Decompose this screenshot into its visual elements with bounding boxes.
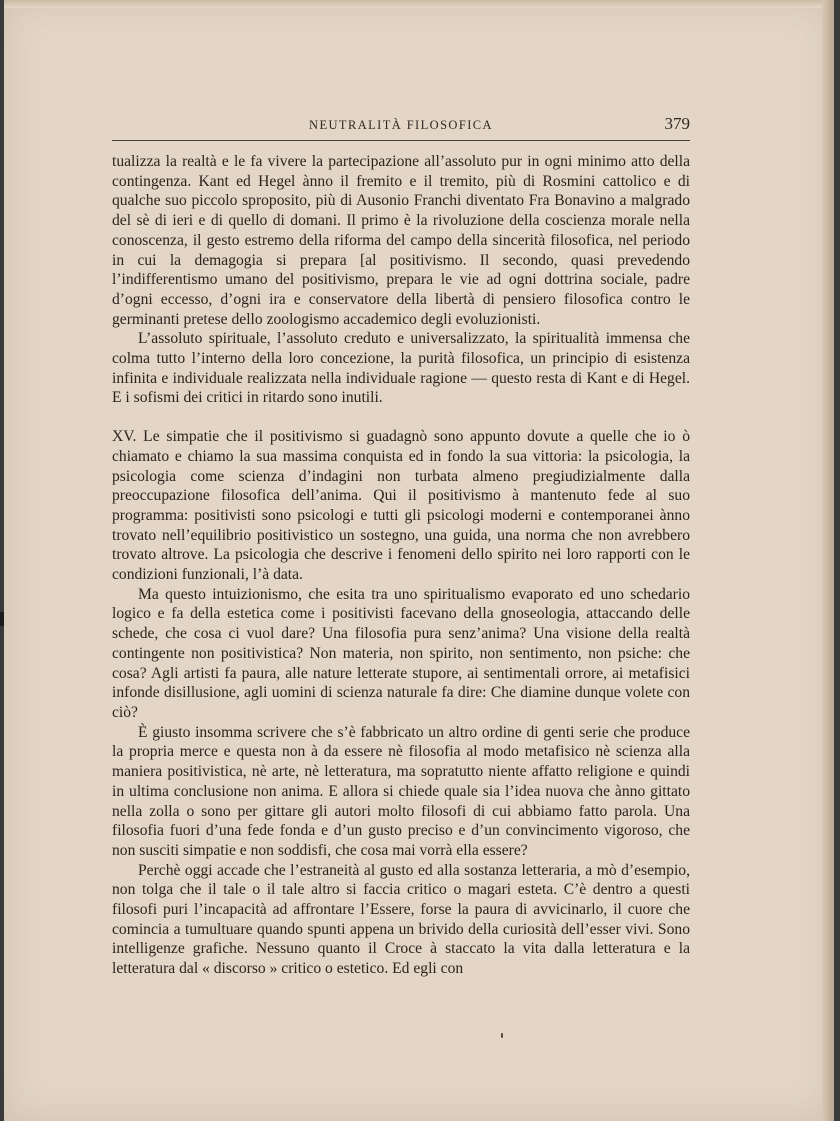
page-header xyxy=(112,112,690,141)
paragraph-section-xv: XV. Le simpatie che il positivismo si guadagnò sono appunto dovute a quelle che io ò chiamato e chiamo la sua massima conquista ed in fondo la sua vittoria: la psicologia, la psicologia come scienza d’indagini non turbata almeno pregiudizialmente dalla preoccupazione filosofica dell’anima. Qui il positivismo à mantenuto fede al suo programma: positivisti sono psicologi e tutti gli psicologi moderni e contemporanei ànno trovato nell’equilibrio positivistico un sostegno, una guida, una norma che non avrebbero trovato altrove. La psicologia che descrive i fenomeni dello spirito nei loro rapporti con le condizioni funzionali, l’à data. xyxy=(112,428,690,584)
running-head: NEUTRALITÀ FILOSOFICA xyxy=(309,118,493,132)
paragraph-4: Ma questo intuizionismo, che esita tra uno spiritualismo evaporato ed uno schedario logico e fa della estetica come i positivisti facevano della gnoseologia, attaccando delle schede, che cosa ci vuol dare? Una filosofia pura senz’anima? Una visione della realtà contingente non positivistica? Non materia, non spirito, non sentimento, non psiche: che cosa? Agli artisti fa paura, alle nature letterate stupore, ai sentimentali orrore, ai metafisici infonde disillusione, agli uomini di scienza naturale fa dire: Che diamine dunque volete con ciò? xyxy=(112,585,690,721)
page-number: 379 xyxy=(664,114,690,133)
left-margin-tick xyxy=(0,612,4,626)
paragraph-1: tualizza la realtà e le fa vivere la partecipazione all’assoluto pur in ogni minimo atto della contingenza. Kant ed Hegel ànno il fremito e il tremito, più di Rosmini cattolico e di qualche suo piccolo sproposito, più di Ausonio Franchi diventato Fra Bonavino a malgrado del sè di ieri e di quello di domani. Il primo è la rivoluzione della coscienza morale nella conoscenza, il gesto estremo della riforma del campo della sincerità filosofica, nel periodo in cui la demagogia si prepara [al positivismo. Il secondo, quasi prevedendo l’indifferentismo umano del positivismo, prepara le vie ad ogni dottrina sociale, padre d’ogni eccesso, d’ogni ira e conservatore della libertà di pensiero filosofica contro le germinanti pretese dello zoologismo accademico degli evoluzionisti. xyxy=(112,153,690,328)
paragraph-2: L’assoluto spirituale, l’assoluto creduto e universalizzato, la spiritualità immensa che colma tutto l’interno della loro concezione, la purità filosofica, un principio di esistenza infinita e individuale realizzata nella individuale ragione — questo resta di Kant e di Hegel. E i sofismi dei critici in ritardo sono inutili. xyxy=(112,330,690,407)
page-top-edge xyxy=(4,0,834,8)
stray-ink-mark xyxy=(501,1033,503,1038)
paragraph-5: È giusto insomma scrivere che s’è fabbricato un altro ordine di genti serie che produce la propria merce e questa non à da essere nè filosofia al modo metafisico nè scienza alla maniera positivistica, nè arte, nè letteratura, ma sopratutto niente affatto religione e quindi in ultima conclusione non anima. E allora si chiede quale sia l’idea nuova che ànno gittato nella zolla o sono per gittare gli autori molto filosofi di cui abbiamo fatto parola. Una filosofia fuori d’una fede fonda e d’un gusto preciso e d’un convincimento vigoroso, che non susciti simpatie e non soddisfi, che cosa mai vorrà ella essere? xyxy=(112,723,690,859)
paragraph-6: Perchè oggi accade che l’estraneità al gusto ed alla sostanza letteraria, a mò d’esempio, non tolga che il tale o il tale altro si faccia critico o magari esteta. C’è dentro a questi filosofi puri l’incapacità ad affrontare l’Essere, forse la paura di avvicinarlo, il cuore che comincia a tumultuare quando spunti appena un brivido della curiosità dell’esser vivi. Sono intelligenze grafiche. Nessuno quanto il Croce à staccato la vita dalla letteratura e la letteratura dal « discorso » critico o estetico. Ed egli con xyxy=(112,861,690,978)
body-text xyxy=(112,152,690,979)
page-right-edge xyxy=(822,0,834,1121)
book-page xyxy=(4,0,834,1121)
